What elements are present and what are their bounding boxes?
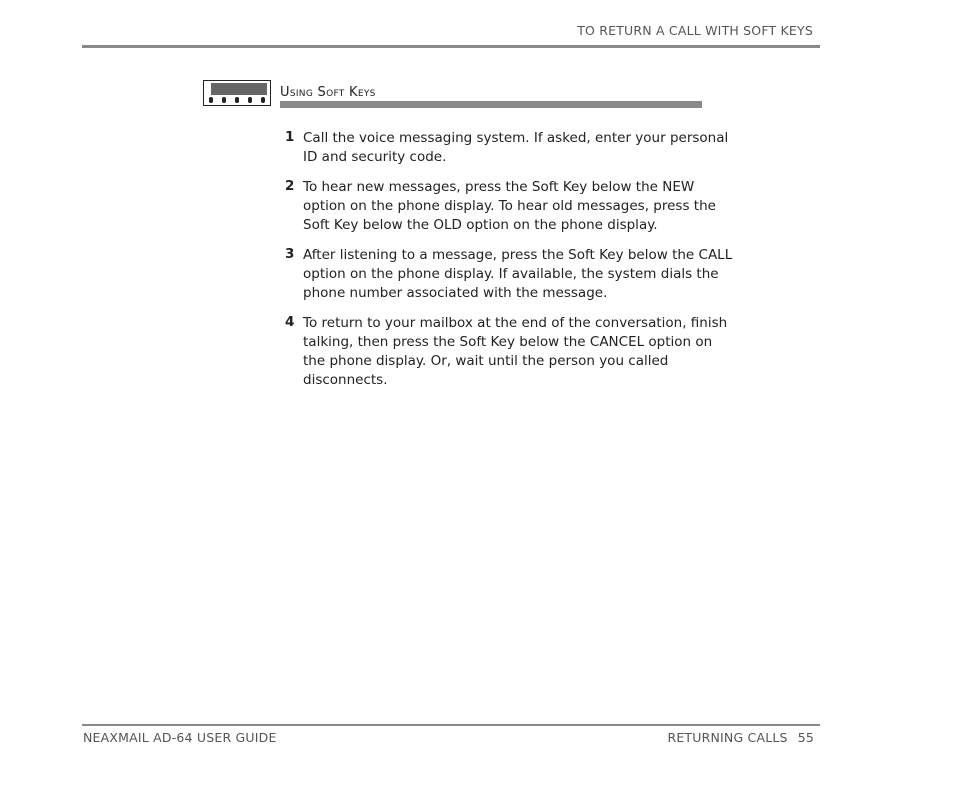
step-number: 4 bbox=[285, 314, 295, 330]
soft-key-dots bbox=[207, 97, 269, 103]
footer-guide-title: NEAXMAIL AD-64 USER GUIDE bbox=[83, 730, 277, 745]
step-text: Call the voice messaging system. If asked, enter your personal ID and security code. bbox=[303, 130, 729, 165]
header-divider bbox=[82, 45, 820, 48]
step-number: 1 bbox=[285, 129, 295, 145]
step-item bbox=[285, 246, 735, 303]
footer-divider bbox=[82, 724, 820, 726]
step-text: To hear new messages, press the Soft Key below the NEW option on the phone display. To hear old messages, press the Soft Key below the OLD option on the phone display. bbox=[303, 179, 716, 233]
step-item bbox=[285, 129, 735, 167]
section-title: Using Soft Keys bbox=[280, 85, 376, 100]
footer-page-info bbox=[667, 730, 814, 745]
phone-screen-graphic bbox=[211, 83, 267, 95]
phone-display-icon bbox=[203, 80, 271, 106]
footer-chapter: RETURNING CALLS bbox=[667, 730, 788, 745]
step-list bbox=[285, 129, 735, 401]
step-number: 2 bbox=[285, 178, 295, 194]
page-number: 55 bbox=[797, 730, 814, 745]
section-divider bbox=[280, 101, 702, 108]
step-item bbox=[285, 314, 735, 390]
step-text: After listening to a message, press the Soft Key below the CALL option on the phone display. If available, the system dials the phone number associated with the message. bbox=[303, 247, 733, 301]
step-number: 3 bbox=[285, 246, 295, 262]
step-item bbox=[285, 178, 735, 235]
running-header: TO RETURN A CALL WITH SOFT KEYS bbox=[577, 23, 813, 38]
step-text: To return to your mailbox at the end of the conversation, finish talking, then press the Soft Key below the CANCEL option on the phone display. Or, wait until the person you called disconnects. bbox=[303, 315, 728, 388]
